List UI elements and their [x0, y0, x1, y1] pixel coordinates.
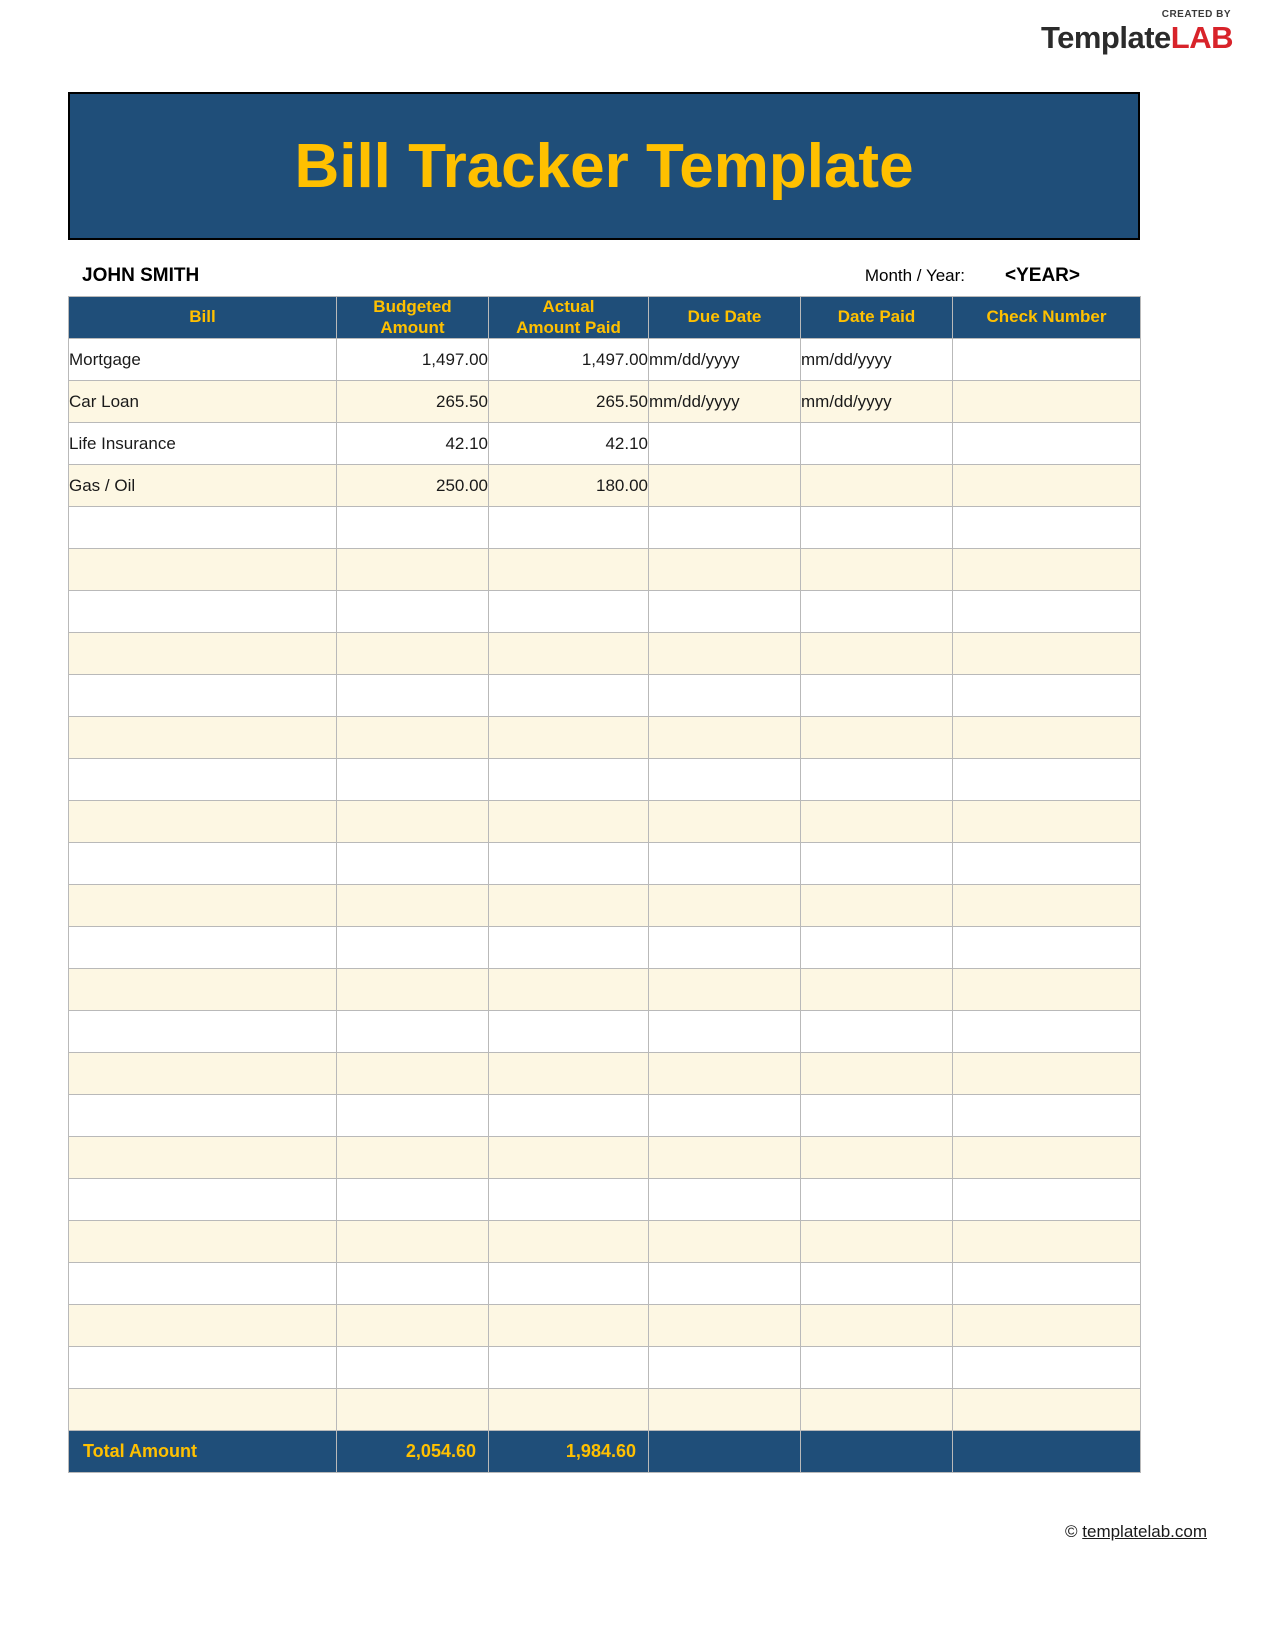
templatelab-logo	[1041, 10, 1233, 53]
cell-due-date[interactable]	[649, 1263, 801, 1305]
table-row	[69, 1263, 1141, 1305]
cell-check-number[interactable]	[953, 633, 1141, 675]
cell-budgeted-amount[interactable]	[337, 1263, 489, 1305]
table-row	[69, 1095, 1141, 1137]
cell-date-paid[interactable]	[801, 1221, 953, 1263]
table-row	[69, 381, 1141, 423]
cell-check-number[interactable]	[953, 675, 1141, 717]
cell-actual-amount-paid[interactable]	[489, 885, 649, 927]
cell-bill[interactable]: Life Insurance	[69, 423, 337, 465]
header-row	[69, 297, 1141, 339]
cell-check-number[interactable]	[953, 759, 1141, 801]
cell-due-date[interactable]	[649, 885, 801, 927]
cell-budgeted-amount[interactable]	[337, 507, 489, 549]
cell-actual-amount-paid[interactable]	[489, 591, 649, 633]
cell-due-date[interactable]	[649, 1053, 801, 1095]
cell-date-paid[interactable]	[801, 1347, 953, 1389]
cell-due-date[interactable]	[649, 507, 801, 549]
cell-bill[interactable]	[69, 1095, 337, 1137]
total-due-date-blank	[649, 1431, 801, 1473]
cell-budgeted-amount[interactable]	[337, 1305, 489, 1347]
cell-check-number[interactable]	[953, 843, 1141, 885]
table-row	[69, 1179, 1141, 1221]
cell-due-date[interactable]	[649, 1221, 801, 1263]
cell-date-paid[interactable]	[801, 1053, 953, 1095]
table-row	[69, 423, 1141, 465]
cell-bill[interactable]	[69, 885, 337, 927]
table-row	[69, 1347, 1141, 1389]
cell-date-paid[interactable]	[801, 1389, 953, 1431]
table-row	[69, 1137, 1141, 1179]
cell-check-number[interactable]	[953, 885, 1141, 927]
cell-budgeted-amount[interactable]	[337, 1137, 489, 1179]
table-row	[69, 1305, 1141, 1347]
cell-budgeted-amount[interactable]	[337, 1053, 489, 1095]
cell-actual-amount-paid[interactable]	[489, 1179, 649, 1221]
cell-due-date[interactable]	[649, 1305, 801, 1347]
cell-budgeted-amount[interactable]	[337, 843, 489, 885]
cell-budgeted-amount[interactable]	[337, 759, 489, 801]
cell-actual-amount-paid[interactable]	[489, 759, 649, 801]
cell-bill[interactable]	[69, 1389, 337, 1431]
cell-bill[interactable]	[69, 675, 337, 717]
table-row	[69, 885, 1141, 927]
cell-check-number[interactable]	[953, 1389, 1141, 1431]
cell-bill[interactable]	[69, 801, 337, 843]
cell-date-paid[interactable]	[801, 549, 953, 591]
total-check-number-blank	[953, 1431, 1141, 1473]
cell-date-paid[interactable]	[801, 465, 953, 507]
total-row	[69, 1431, 1141, 1473]
cell-budgeted-amount[interactable]	[337, 717, 489, 759]
cell-actual-amount-paid[interactable]	[489, 843, 649, 885]
cell-date-paid[interactable]: mm/dd/yyyy	[801, 381, 953, 423]
cell-date-paid[interactable]: mm/dd/yyyy	[801, 339, 953, 381]
cell-bill[interactable]: Mortgage	[69, 339, 337, 381]
cell-actual-amount-paid[interactable]	[489, 1263, 649, 1305]
cell-due-date[interactable]	[649, 675, 801, 717]
cell-budgeted-amount[interactable]: 42.10	[337, 423, 489, 465]
cell-due-date[interactable]	[649, 549, 801, 591]
cell-actual-amount-paid[interactable]	[489, 1221, 649, 1263]
cell-date-paid[interactable]	[801, 1179, 953, 1221]
cell-actual-amount-paid[interactable]	[489, 1347, 649, 1389]
cell-budgeted-amount[interactable]	[337, 927, 489, 969]
cell-date-paid[interactable]	[801, 843, 953, 885]
total-date-paid-blank	[801, 1431, 953, 1473]
brand-name-template: Template	[1040, 20, 1171, 55]
cell-check-number[interactable]	[953, 1095, 1141, 1137]
month-year-label: Month / Year:	[864, 266, 966, 285]
total-actual: 1,984.60	[489, 1431, 649, 1473]
cell-actual-amount-paid[interactable]	[489, 1305, 649, 1347]
cell-due-date[interactable]	[649, 1011, 801, 1053]
cell-bill[interactable]	[69, 759, 337, 801]
cell-bill[interactable]	[69, 969, 337, 1011]
cell-due-date[interactable]	[649, 969, 801, 1011]
cell-actual-amount-paid[interactable]	[489, 1053, 649, 1095]
cell-budgeted-amount[interactable]	[337, 1221, 489, 1263]
cell-date-paid[interactable]	[801, 423, 953, 465]
cell-due-date[interactable]	[649, 1389, 801, 1431]
header-budgeted-line2: Amount	[380, 317, 445, 337]
cell-due-date[interactable]: mm/dd/yyyy	[649, 339, 801, 381]
header-check-number: Check Number	[953, 297, 1141, 339]
table-row	[69, 507, 1141, 549]
table-row	[69, 633, 1141, 675]
header-due-date: Due Date	[649, 297, 801, 339]
cell-bill[interactable]: Car Loan	[69, 381, 337, 423]
month-year-value: <YEAR>	[1005, 265, 1080, 286]
copyright-symbol: ©	[1065, 1522, 1078, 1541]
table-row	[69, 759, 1141, 801]
cell-budgeted-amount[interactable]	[337, 549, 489, 591]
cell-check-number[interactable]	[953, 591, 1141, 633]
cell-bill[interactable]: Gas / Oil	[69, 465, 337, 507]
cell-actual-amount-paid[interactable]: 180.00	[489, 465, 649, 507]
cell-bill[interactable]	[69, 843, 337, 885]
cell-due-date[interactable]	[649, 801, 801, 843]
cell-bill[interactable]	[69, 1137, 337, 1179]
table-row	[69, 675, 1141, 717]
table-row	[69, 927, 1141, 969]
cell-actual-amount-paid[interactable]	[489, 1011, 649, 1053]
cell-date-paid[interactable]	[801, 1305, 953, 1347]
header-actual-line1: Actual	[542, 297, 595, 317]
created-by-label: CREATED BY	[1161, 9, 1231, 20]
cell-date-paid[interactable]	[801, 927, 953, 969]
cell-bill[interactable]	[69, 1179, 337, 1221]
cell-due-date[interactable]	[649, 1137, 801, 1179]
cell-date-paid[interactable]	[801, 675, 953, 717]
header-date-paid: Date Paid	[801, 297, 953, 339]
cell-bill[interactable]	[69, 549, 337, 591]
header-actual-line2: Amount Paid	[516, 317, 621, 337]
cell-actual-amount-paid[interactable]	[489, 507, 649, 549]
table-row	[69, 591, 1141, 633]
cell-date-paid[interactable]	[801, 1095, 953, 1137]
cell-check-number[interactable]	[953, 1347, 1141, 1389]
cell-bill[interactable]	[69, 591, 337, 633]
cell-budgeted-amount[interactable]	[337, 675, 489, 717]
cell-date-paid[interactable]	[801, 591, 953, 633]
cell-due-date[interactable]	[649, 423, 801, 465]
table-row	[69, 1389, 1141, 1431]
table-row	[69, 465, 1141, 507]
table-row	[69, 1053, 1141, 1095]
cell-check-number[interactable]	[953, 1053, 1141, 1095]
cell-budgeted-amount[interactable]	[337, 969, 489, 1011]
meta-row	[68, 258, 1140, 294]
cell-bill[interactable]	[69, 927, 337, 969]
cell-budgeted-amount[interactable]	[337, 1011, 489, 1053]
table-row	[69, 1011, 1141, 1053]
cell-check-number[interactable]	[953, 1137, 1141, 1179]
bill-tracker-table	[68, 296, 1141, 1473]
cell-check-number[interactable]	[953, 1305, 1141, 1347]
cell-budgeted-amount[interactable]	[337, 1179, 489, 1221]
cell-due-date[interactable]	[649, 591, 801, 633]
total-label: Total Amount	[69, 1431, 337, 1473]
cell-due-date[interactable]	[649, 843, 801, 885]
cell-budgeted-amount[interactable]	[337, 591, 489, 633]
cell-check-number[interactable]	[953, 339, 1141, 381]
cell-check-number[interactable]	[953, 507, 1141, 549]
templatelab-link[interactable]: templatelab.com	[1082, 1522, 1207, 1541]
total-budgeted: 2,054.60	[337, 1431, 489, 1473]
table-footer	[69, 1431, 1141, 1473]
cell-budgeted-amount[interactable]	[337, 633, 489, 675]
cell-bill[interactable]	[69, 633, 337, 675]
table-body	[69, 339, 1141, 1431]
cell-actual-amount-paid[interactable]	[489, 1095, 649, 1137]
cell-bill[interactable]	[69, 1263, 337, 1305]
cell-due-date[interactable]: mm/dd/yyyy	[649, 381, 801, 423]
owner-name: JOHN SMITH	[82, 265, 200, 286]
cell-actual-amount-paid[interactable]	[489, 801, 649, 843]
table-row	[69, 801, 1141, 843]
cell-check-number[interactable]	[953, 801, 1141, 843]
cell-actual-amount-paid[interactable]	[489, 1389, 649, 1431]
cell-check-number[interactable]	[953, 423, 1141, 465]
cell-date-paid[interactable]	[801, 759, 953, 801]
brand-wordmark	[1041, 22, 1233, 53]
cell-budgeted-amount[interactable]	[337, 1095, 489, 1137]
cell-date-paid[interactable]	[801, 717, 953, 759]
cell-budgeted-amount[interactable]: 1,497.00	[337, 339, 489, 381]
cell-actual-amount-paid[interactable]	[489, 1137, 649, 1179]
cell-check-number[interactable]	[953, 381, 1141, 423]
cell-date-paid[interactable]	[801, 1011, 953, 1053]
cell-actual-amount-paid[interactable]	[489, 927, 649, 969]
cell-due-date[interactable]	[649, 465, 801, 507]
cell-date-paid[interactable]	[801, 969, 953, 1011]
table-row	[69, 969, 1141, 1011]
cell-actual-amount-paid[interactable]	[489, 969, 649, 1011]
cell-due-date[interactable]	[649, 1179, 801, 1221]
cell-check-number[interactable]	[953, 1263, 1141, 1305]
cell-actual-amount-paid[interactable]	[489, 633, 649, 675]
cell-date-paid[interactable]	[801, 801, 953, 843]
cell-check-number[interactable]	[953, 969, 1141, 1011]
cell-due-date[interactable]	[649, 717, 801, 759]
cell-due-date[interactable]	[649, 633, 801, 675]
cell-check-number[interactable]	[953, 465, 1141, 507]
table-header	[69, 297, 1141, 339]
cell-bill[interactable]	[69, 1053, 337, 1095]
footer-credit	[1065, 1522, 1207, 1542]
table-row	[69, 1221, 1141, 1263]
header-budgeted-amount	[337, 297, 489, 339]
cell-budgeted-amount[interactable]	[337, 1389, 489, 1431]
cell-actual-amount-paid[interactable]: 1,497.00	[489, 339, 649, 381]
table-row	[69, 843, 1141, 885]
cell-bill[interactable]	[69, 1347, 337, 1389]
cell-bill[interactable]	[69, 507, 337, 549]
cell-check-number[interactable]	[953, 1011, 1141, 1053]
cell-budgeted-amount[interactable]: 250.00	[337, 465, 489, 507]
cell-budgeted-amount[interactable]	[337, 885, 489, 927]
cell-check-number[interactable]	[953, 549, 1141, 591]
month-year-group	[865, 265, 1140, 287]
table-row	[69, 717, 1141, 759]
cell-date-paid[interactable]	[801, 507, 953, 549]
cell-due-date[interactable]	[649, 759, 801, 801]
cell-date-paid[interactable]	[801, 633, 953, 675]
page-title: Bill Tracker Template	[294, 131, 914, 201]
cell-actual-amount-paid[interactable]	[489, 675, 649, 717]
cell-check-number[interactable]	[953, 1179, 1141, 1221]
table-row	[69, 549, 1141, 591]
cell-bill[interactable]	[69, 717, 337, 759]
cell-due-date[interactable]	[649, 1095, 801, 1137]
cell-actual-amount-paid[interactable]	[489, 549, 649, 591]
brand-name-lab: LAB	[1170, 20, 1233, 55]
cell-due-date[interactable]	[649, 1347, 801, 1389]
cell-actual-amount-paid[interactable]	[489, 717, 649, 759]
cell-due-date[interactable]	[649, 927, 801, 969]
cell-budgeted-amount[interactable]: 265.50	[337, 381, 489, 423]
cell-actual-amount-paid[interactable]: 265.50	[489, 381, 649, 423]
header-budgeted-line1: Budgeted	[373, 297, 452, 317]
cell-date-paid[interactable]	[801, 1137, 953, 1179]
cell-bill[interactable]	[69, 1011, 337, 1053]
cell-actual-amount-paid[interactable]: 42.10	[489, 423, 649, 465]
cell-date-paid[interactable]	[801, 1263, 953, 1305]
cell-check-number[interactable]	[953, 1221, 1141, 1263]
header-bill: Bill	[69, 297, 337, 339]
header-actual-amount-paid	[489, 297, 649, 339]
cell-bill[interactable]	[69, 1305, 337, 1347]
cell-check-number[interactable]	[953, 717, 1141, 759]
cell-budgeted-amount[interactable]	[337, 801, 489, 843]
cell-bill[interactable]	[69, 1221, 337, 1263]
cell-budgeted-amount[interactable]	[337, 1347, 489, 1389]
title-banner	[68, 92, 1140, 240]
table-row	[69, 339, 1141, 381]
cell-date-paid[interactable]	[801, 885, 953, 927]
cell-check-number[interactable]	[953, 927, 1141, 969]
